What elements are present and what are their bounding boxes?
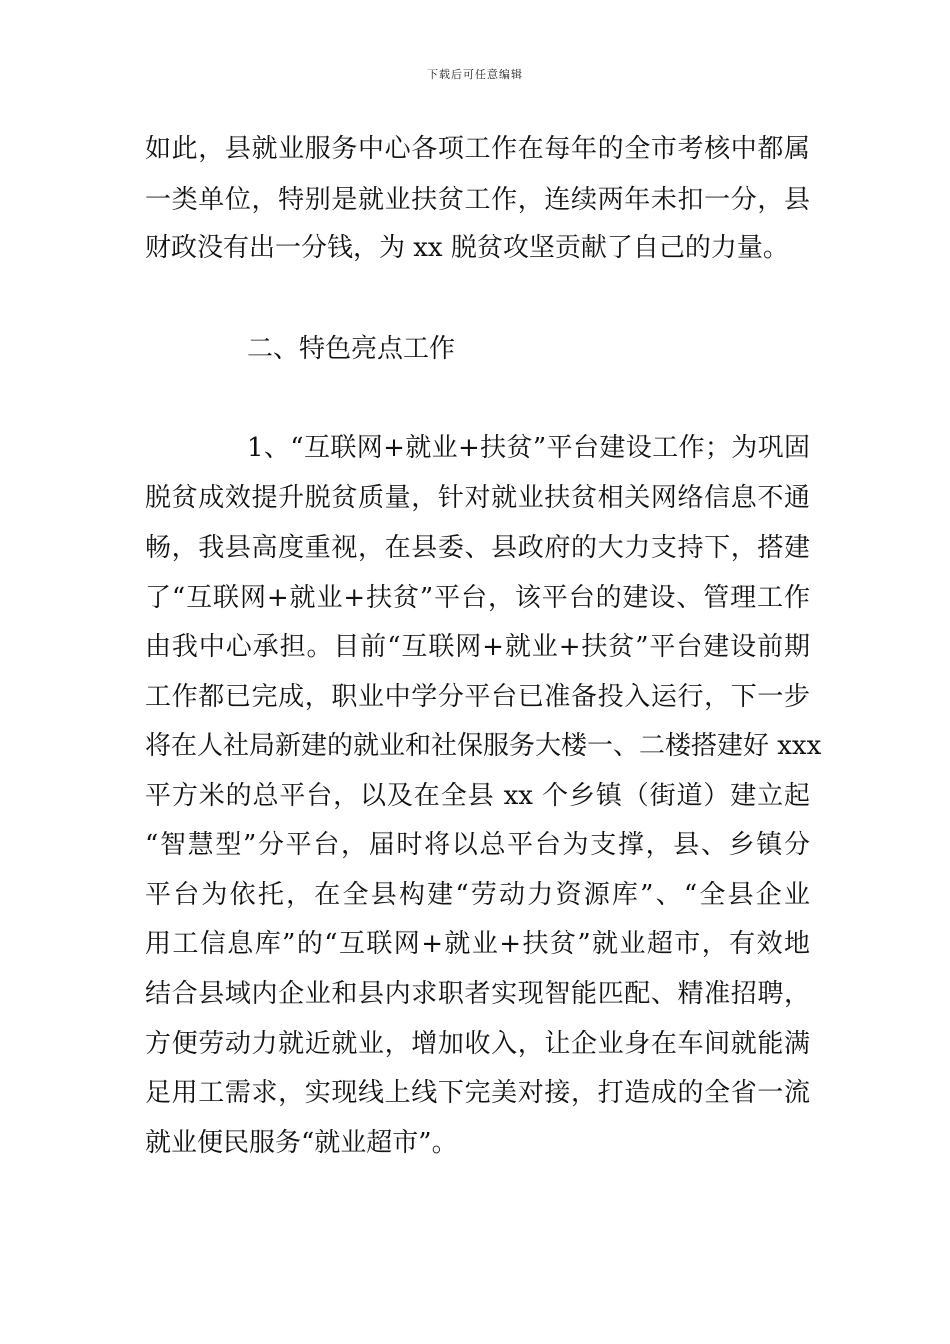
paragraph-line: 由我中心承担。目前“互联网+就业+扶贫”平台建设前期 (145, 632, 810, 662)
paragraph-line: 结合县域内企业和县内求职者实现智能匹配、精准招聘， (145, 979, 810, 1009)
paragraph-line: 财政没有出一分钱，为 xx 脱贫攻坚贡献了自己的力量。 (145, 233, 789, 263)
paragraph-line: 平台为依托，在全县构建“劳动力资源库”、“全县企业 (145, 880, 810, 910)
paragraph-line: 将在人社局新建的就业和社保服务大楼一、二楼搭建好 xxx (145, 731, 822, 761)
page-header: 下载后可任意编辑 (427, 68, 523, 81)
paragraph-line: 如此，县就业服务中心各项工作在每年的全市考核中都属 (145, 134, 810, 164)
paragraph-line: 用工信息库”的“互联网+就业+扶贫”就业超市，有效地 (145, 929, 810, 959)
paragraph-line: “智慧型”分平台，届时将以总平台为支撑，县、乡镇分 (145, 830, 810, 860)
section-heading: 二、特色亮点工作 (247, 334, 456, 364)
paragraph-line: 工作都已完成，职业中学分平台已准备投入运行，下一步 (145, 682, 810, 712)
paragraph-line: 畅，我县高度重视，在县委、县政府的大力支持下，搭建 (145, 533, 810, 563)
paragraph-line: 了“互联网+就业+扶贫”平台，该平台的建设、管理工作 (145, 583, 810, 613)
paragraph-line: 足用工需求，实现线上线下完美对接，打造成的全省一流 (145, 1078, 810, 1108)
paragraph-line: 一类单位，特别是就业扶贫工作，连续两年未扣一分，县 (145, 185, 810, 215)
paragraph-line: 1、“互联网+就业+扶贫”平台建设工作；为巩固 (247, 433, 810, 463)
paragraph-line: 就业便民服务“就业超市”。 (145, 1128, 458, 1158)
paragraph-line: 平方米的总平台，以及在全县 xx 个乡镇（街道）建立起 (145, 781, 810, 811)
paragraph-line: 脱贫成效提升脱贫质量，针对就业扶贫相关网络信息不通 (145, 483, 810, 513)
paragraph-line: 方便劳动力就近就业，增加收入，让企业身在车间就能满 (145, 1029, 810, 1059)
